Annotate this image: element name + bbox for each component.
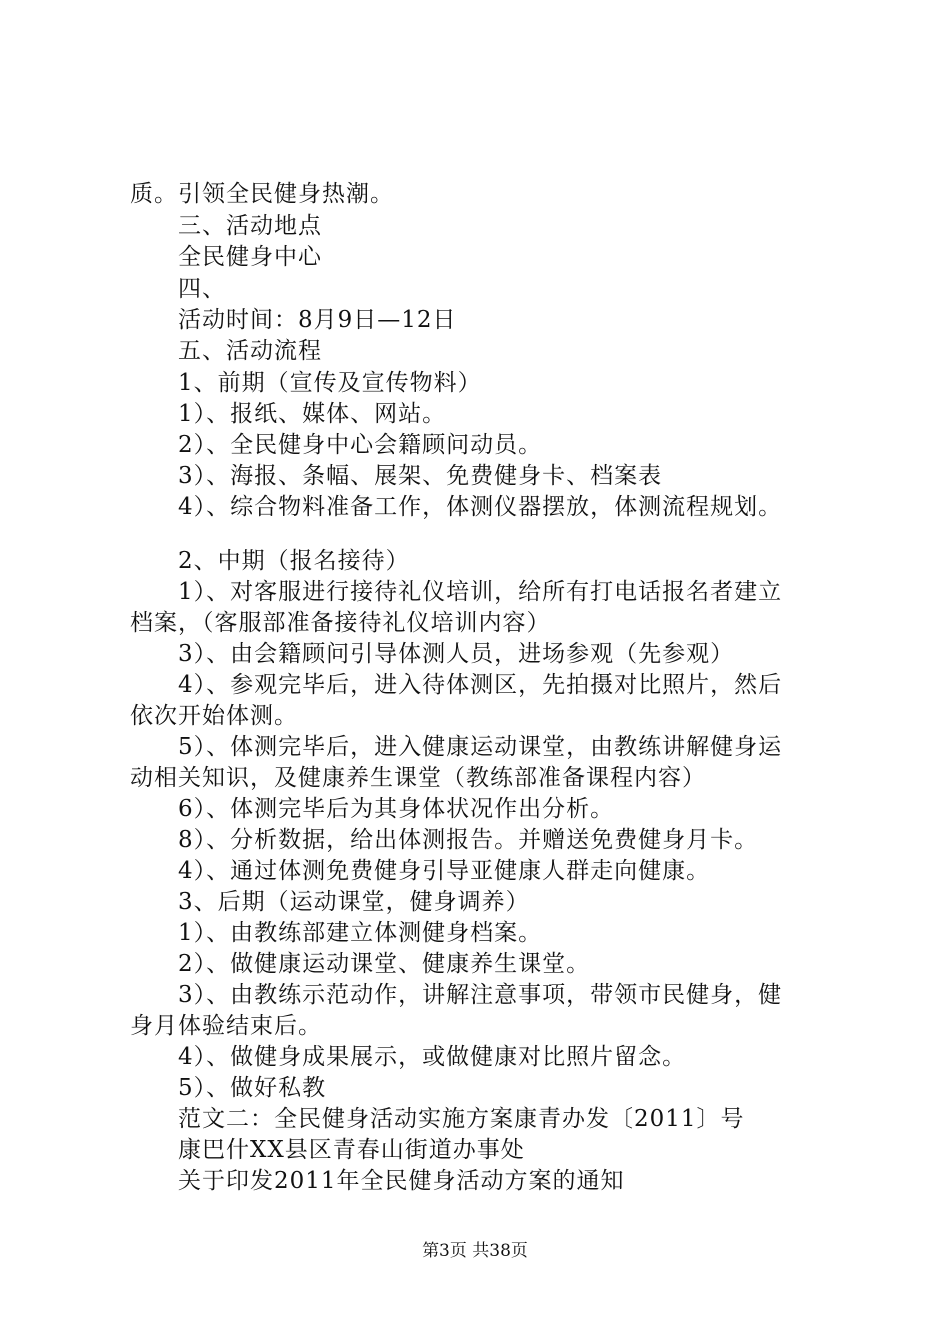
body-line: 4）、综合物料准备工作，体测仪器摆放，体测流程规划。 — [178, 494, 783, 520]
body-line: 4）、做健身成果展示，或做健康对比照片留念。 — [178, 1044, 687, 1070]
body-line: 3）、海报、条幅、展架、免费健身卡、档案表 — [178, 463, 663, 489]
body-line: 4）、通过体测免费健身引导亚健康人群走向健康。 — [178, 858, 711, 884]
body-line: 三、活动地点 — [178, 213, 322, 239]
body-line: 1）、报纸、媒体、网站。 — [178, 401, 447, 427]
body-line: 3）、由教练示范动作，讲解注意事项，带领市民健身，健 — [178, 982, 783, 1008]
body-line: 康巴什XX县区青春山街道办事处 — [178, 1137, 525, 1163]
body-line: 3）、由会籍顾问引导体测人员，进场参观（先参观） — [178, 641, 735, 667]
body-line: 关于印发2011年全民健身活动方案的通知 — [178, 1168, 625, 1194]
page-footer: 第3页 共38页 — [422, 1241, 528, 1261]
body-line: 6）、体测完毕后为其身体状况作出分析。 — [178, 796, 615, 822]
body-line: 1、前期（宣传及宣传物料） — [178, 370, 482, 396]
body-line: 活动时间：8月9日—12日 — [178, 307, 457, 333]
body-line: 全民健身中心 — [178, 244, 322, 270]
body-line: 五、活动流程 — [178, 338, 322, 364]
body-line: 范文二：全民健身活动实施方案康青办发〔2011〕号 — [178, 1106, 745, 1132]
body-line: 动相关知识，及健康养生课堂（教练部准备课程内容） — [130, 765, 706, 791]
body-line: 2、中期（报名接待） — [178, 548, 410, 574]
body-line: 2）、做健康运动课堂、健康养生课堂。 — [178, 951, 591, 977]
body-line: 四、 — [178, 276, 226, 302]
body-line: 1）、对客服进行接待礼仪培训，给所有打电话报名者建立 — [178, 579, 783, 605]
body-line: 3、后期（运动课堂，健身调养） — [178, 889, 530, 915]
body-line: 档案，（客服部准备接待礼仪培训内容） — [130, 610, 551, 636]
body-line: 身月体验结束后。 — [130, 1013, 322, 1039]
body-line: 1）、由教练部建立体测健身档案。 — [178, 920, 543, 946]
body-line: 4）、参观完毕后，进入待体测区，先拍摄对比照片，然后 — [178, 672, 783, 698]
body-line: 质。引领全民健身热潮。 — [130, 181, 394, 207]
body-line: 依次开始体测。 — [130, 703, 298, 729]
body-line: 5）、体测完毕后，进入健康运动课堂，由教练讲解健身运 — [178, 734, 783, 760]
body-line: 2）、全民健身中心会籍顾问动员。 — [178, 432, 543, 458]
body-line: 5）、做好私教 — [178, 1075, 327, 1101]
body-line: 8）、分析数据，给出体测报告。并赠送免费健身月卡。 — [178, 827, 759, 853]
